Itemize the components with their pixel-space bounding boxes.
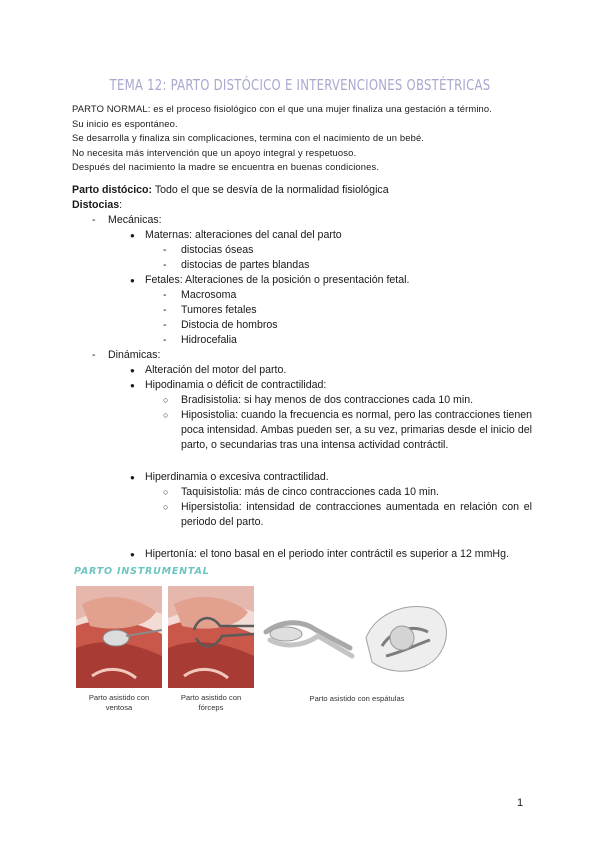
alteracion-item — [72, 363, 532, 378]
forceps-caption: Parto asistido con fórceps — [180, 693, 242, 712]
hiposistolia-text: Hiposistolia: cuando la frecuencia es normal, pero las contracciones tienen poca intensidad. Ambas pueden ser, a su vez, primarias desde el inicio del parto, o secundarias tras una intensa actividad contráctil. — [181, 409, 532, 451]
dash-bullet: - — [163, 289, 167, 301]
distocias-heading-line — [72, 198, 532, 213]
spacer — [72, 530, 532, 547]
fetales-item — [72, 273, 532, 288]
maternas-text: : alteraciones del canal del parto — [189, 229, 342, 241]
parto-normal-label: PARTO NORMAL — [72, 103, 148, 114]
dinamicas-item — [72, 348, 532, 363]
dash-bullet: - — [163, 244, 167, 256]
fetales-subitem — [72, 288, 532, 303]
dash-bullet: - — [163, 259, 167, 271]
hipertonia-item — [72, 547, 532, 562]
parto-distocico-line — [72, 183, 532, 198]
maternas-subitem — [72, 243, 532, 258]
distocias-colon: : — [119, 199, 123, 211]
espatulas-illustration — [262, 586, 452, 686]
hiposistolia-item — [72, 408, 532, 453]
dot-bullet: ● — [130, 231, 135, 240]
espatulas-caption: Parto asistido con espátulas — [309, 694, 405, 703]
forceps-illustration — [168, 586, 254, 688]
maternas-subitem-text: distocias de partes blandas — [181, 259, 310, 271]
intro-line-4: No necesita más intervención que un apoyo integral y respetuoso. — [72, 146, 357, 158]
taquisistolia-text: Taquisistolia: más de cinco contracciones cada 10 min. — [181, 486, 439, 498]
hiperdinamia-item — [72, 470, 532, 485]
intro-line-3: Se desarrolla y finaliza sin complicaciones, termina con el nacimiento de un bebé. — [72, 132, 425, 144]
fetales-subitem-text: Distocia de hombros — [181, 319, 278, 331]
bradisistolia-text: Bradisistolia: si hay menos de dos contracciones cada 10 min. — [181, 394, 474, 406]
maternas-item — [72, 228, 532, 243]
dot-bullet: ● — [130, 366, 135, 375]
distocias-heading: Distocias — [72, 199, 120, 211]
page-number: 1 — [517, 797, 524, 809]
dash-bullet: - — [92, 214, 96, 226]
parto-normal-definition: : es el proceso fisiológico con el que una mujer finaliza una gestación a término. — [147, 103, 493, 114]
fetales-subitem-text: Macrosoma — [181, 289, 237, 301]
hipodinamia-label: Hipodinamia o déficit de contractilidad: — [145, 379, 327, 391]
intro-line-5: Después del nacimiento la madre se encuentra en buenas condiciones. — [72, 161, 380, 173]
parto-distocico-label: Parto distócico: — [72, 184, 153, 196]
ventosa-caption: Parto asistido con ventosa — [88, 693, 150, 712]
hiperdinamia-label: Hiperdinamia o excesiva contractilidad. — [145, 471, 329, 483]
fetales-subitem-text: Tumores fetales — [181, 304, 257, 316]
parto-distocico-text: Todo el que se desvía de la normalidad fisiológica — [152, 184, 389, 196]
hipodinamia-item — [72, 378, 532, 393]
maternas-subitem-text: distocias óseas — [181, 244, 254, 256]
parto-instrumental-heading: PARTO INSTRUMENTAL — [74, 566, 210, 577]
distocias-outline — [72, 183, 532, 562]
maternas-subitem — [72, 258, 532, 273]
dash-bullet: - — [163, 319, 167, 331]
alteracion-text: Alteración del motor del parto. — [145, 364, 287, 376]
dot-bullet: ● — [130, 473, 135, 482]
fetales-subitem — [72, 333, 532, 348]
spacer — [72, 453, 532, 470]
maternas-label: Maternas — [145, 229, 190, 241]
dot-bullet: ● — [130, 276, 135, 285]
fetales-subitem — [72, 318, 532, 333]
page-title: TEMA 12: PARTO DISTÓCICO E INTERVENCIONES OBSTÉTRICAS — [109, 76, 491, 94]
bradisistolia-item — [72, 393, 532, 408]
dinamicas-label: Dinámicas: — [108, 349, 161, 361]
dash-bullet: - — [163, 334, 167, 346]
mecanicas-label: Mecánicas: — [108, 214, 162, 226]
hipersistolia-text: Hipersistolia: intensidad de contracciones aumentada en relación con el periodo del parto. — [181, 501, 532, 528]
hipertonia-text: Hipertonía: el tono basal en el periodo inter contráctil es superior a 12 mmHg. — [145, 548, 509, 560]
taquisistolia-item — [72, 485, 532, 500]
hipersistolia-item — [72, 500, 532, 530]
dot-bullet: ● — [130, 550, 135, 559]
fetales-subitem-text: Hidrocefalia — [181, 334, 237, 346]
ventosa-illustration — [76, 586, 162, 688]
mecanicas-item — [72, 213, 532, 228]
circle-bullet: ○ — [163, 395, 169, 405]
intro-block — [72, 102, 542, 175]
circle-bullet: ○ — [163, 410, 169, 420]
dash-bullet: - — [92, 349, 96, 361]
fetales-text: : Alteraciones de la posición o presentación fetal. — [179, 274, 410, 286]
dash-bullet: - — [163, 304, 167, 316]
intro-line-1 — [72, 102, 542, 117]
intro-line-2: Su inicio es espontáneo. — [72, 117, 178, 129]
fetales-label: Fetales — [145, 274, 180, 286]
dot-bullet: ● — [130, 381, 135, 390]
fetales-subitem — [72, 303, 532, 318]
circle-bullet: ○ — [163, 502, 169, 512]
circle-bullet: ○ — [163, 487, 169, 497]
